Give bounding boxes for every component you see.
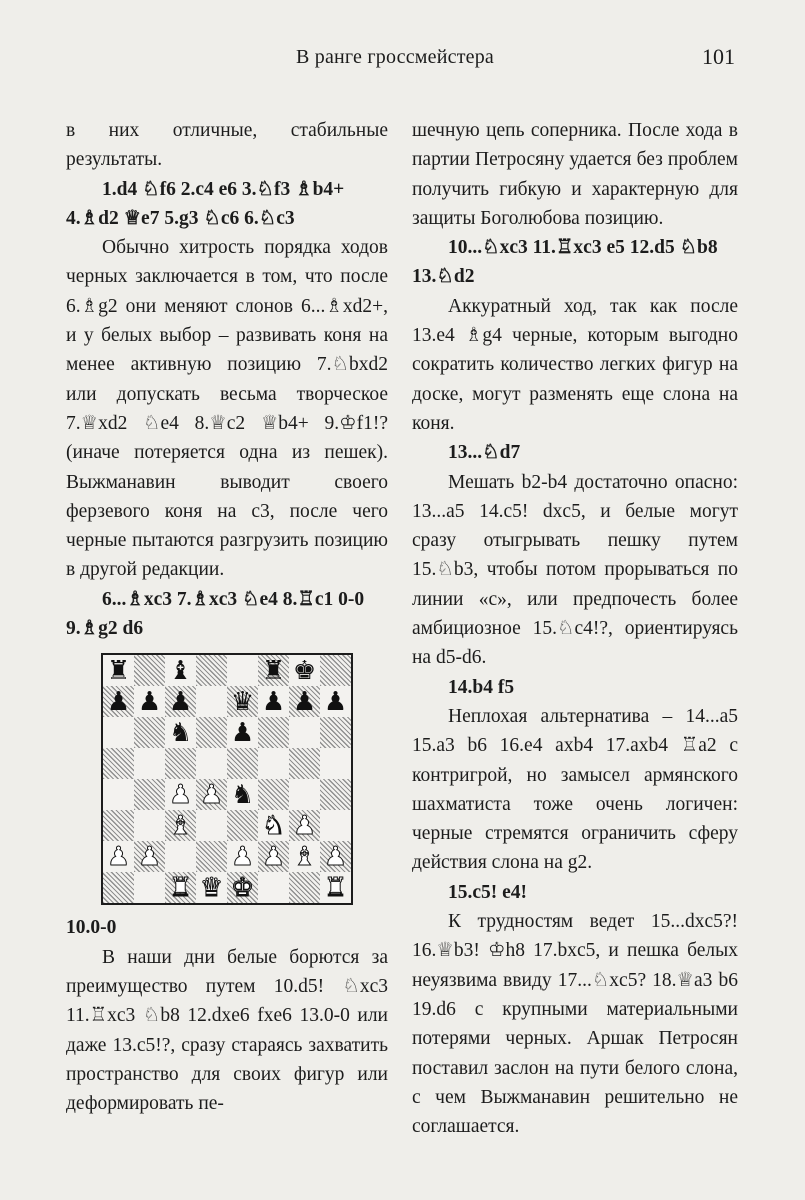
board-square — [103, 841, 134, 872]
board-square — [320, 872, 351, 903]
board-square — [320, 655, 351, 686]
paragraph: Аккуратный ход, так как после 13.e4 ♗g4 черные, которым выгодно сократить количество легких фигур на доске, могут разменять еще слона на коня. — [412, 295, 738, 434]
white-pawn-icon: ♟ — [230, 841, 255, 872]
white-pawn-icon: ♟ — [292, 810, 317, 841]
board-square — [103, 717, 134, 748]
board-square — [258, 810, 289, 841]
black-rook-icon: ♜ — [261, 655, 286, 686]
board-square — [320, 748, 351, 779]
board-square — [258, 655, 289, 686]
board-square — [103, 655, 134, 686]
board-square — [134, 717, 165, 748]
board-square — [165, 748, 196, 779]
board-square — [165, 810, 196, 841]
board-square — [165, 779, 196, 810]
paragraph: Мешать b2-b4 достаточно опасно: 13...a5 14.c5! dxc5, и белые могут сразу отыгрывать пешку путем 15.♘b3, чтобы потом прорываться по линии «c», или предпочесть более амбициозное 15.♘c4!?, ориентируясь на d5-d6. — [412, 471, 738, 669]
paragraph: В наши дни белые борются за преимущество путем 10.d5! ♘xc3 11.♖xc3 ♘b8 12.dxe6 fxe6 13.0-0 или даже 13.c5!?, сразу стараясь захватить пространство для своих фигур или деформировать пе- — [66, 946, 388, 1115]
white-pawn-icon: ♟ — [137, 841, 162, 872]
move-line: 14.b4 f5 — [448, 676, 515, 698]
board-square — [227, 717, 258, 748]
chess-diagram — [101, 653, 388, 905]
paragraph: Неплохая альтернатива – 14...a5 15.a3 b6 16.e4 axb4 17.axb4 ♖a2 с контригрой, но замысел армянского шахматиста тоже очень логичен: черные стремятся ограничить сферу действия слона на g2. — [412, 705, 738, 874]
board-square — [227, 779, 258, 810]
board-square — [134, 872, 165, 903]
board-square — [320, 810, 351, 841]
board-square — [258, 841, 289, 872]
board-square — [196, 779, 227, 810]
white-rook-icon: ♜ — [323, 872, 348, 903]
black-pawn-icon: ♟ — [106, 686, 131, 717]
chess-board — [101, 653, 353, 905]
board-square — [134, 655, 165, 686]
move-line: 15.c5! e4! — [448, 881, 528, 903]
board-square — [196, 841, 227, 872]
white-queen-icon: ♛ — [199, 872, 224, 903]
board-square — [289, 686, 320, 717]
white-pawn-icon: ♟ — [106, 841, 131, 872]
board-square — [196, 748, 227, 779]
black-rook-icon: ♜ — [106, 655, 131, 686]
white-knight-icon: ♞ — [261, 810, 286, 841]
black-bishop-icon: ♝ — [168, 655, 193, 686]
board-square — [103, 748, 134, 779]
board-square — [258, 748, 289, 779]
board-square — [289, 872, 320, 903]
board-square — [227, 872, 258, 903]
board-square — [258, 872, 289, 903]
board-square — [134, 810, 165, 841]
board-square — [134, 748, 165, 779]
white-pawn-icon: ♟ — [261, 841, 286, 872]
right-column — [412, 116, 738, 1141]
black-pawn-icon: ♟ — [323, 686, 348, 717]
board-square — [289, 779, 320, 810]
page-header — [60, 42, 745, 82]
move-line: 6...♗xc3 7.♗xc3 ♘e4 8.♖c1 0-0 9.♗g2 d6 — [66, 588, 365, 640]
board-square — [258, 686, 289, 717]
black-pawn-icon: ♟ — [137, 686, 162, 717]
board-square — [103, 872, 134, 903]
paragraph: в них отличные, стабильные результаты. — [66, 120, 388, 171]
board-square — [227, 686, 258, 717]
paragraph: Обычно хитрость порядка ходов черных заключается в том, что после 6.♗g2 они меняют слонов 6...♗xd2+, и у белых выбор – развивать коня на менее активную позицию 7.♘bxd2 или допускать весьма творческое 7.♕xd2 ♘e4 8.♕c2 ♕b4+ 9.♔f1!? (иначе потеряется одна из пешек). Выжманавин выводит своего ферзевого коня на c3, после чего черные пытаются разгрузить позицию в другой редакции. — [66, 237, 388, 581]
board-square — [289, 717, 320, 748]
black-pawn-icon: ♟ — [168, 686, 193, 717]
black-knight-icon: ♞ — [168, 717, 193, 748]
board-square — [320, 841, 351, 872]
black-queen-icon: ♛ — [230, 686, 255, 717]
board-square — [165, 872, 196, 903]
board-square — [289, 810, 320, 841]
board-square — [258, 717, 289, 748]
white-rook-icon: ♜ — [168, 872, 193, 903]
board-square — [196, 655, 227, 686]
board-square — [289, 841, 320, 872]
board-square — [165, 686, 196, 717]
paragraph: К трудностям ведет 15...dxc5?! 16.♕b3! ♔h8 17.bxc5, и пешка белых неуязвима ввиду 17...♘xc5? 18.♕a3 b6 19.d6 с крупными материальными потерями черных. Аршак Петросян поставил заслон на пути белого слона, с чем Выжманавин решительно не соглашается. — [412, 911, 738, 1138]
white-king-icon: ♚ — [230, 872, 255, 903]
board-square — [227, 841, 258, 872]
board-square — [196, 717, 227, 748]
white-pawn-icon: ♟ — [199, 779, 224, 810]
white-pawn-icon: ♟ — [323, 841, 348, 872]
left-column — [66, 116, 388, 1118]
board-square — [227, 748, 258, 779]
page-number: 101 — [702, 44, 735, 69]
board-square — [320, 717, 351, 748]
board-square — [134, 841, 165, 872]
board-square — [320, 779, 351, 810]
board-square — [196, 810, 227, 841]
black-king-icon: ♚ — [292, 655, 317, 686]
board-square — [196, 686, 227, 717]
move-line: 10.0-0 — [66, 917, 117, 939]
black-pawn-icon: ♟ — [261, 686, 286, 717]
paragraph: шечную цепь соперника. После хода в партии Петросяну удается без проблем получить гибкую и характерную для защиты Боголюбова позицию. — [412, 120, 738, 229]
board-square — [289, 655, 320, 686]
board-square — [289, 748, 320, 779]
board-square — [258, 779, 289, 810]
board-square — [227, 810, 258, 841]
white-bishop-icon: ♝ — [168, 810, 193, 841]
board-square — [103, 810, 134, 841]
black-pawn-icon: ♟ — [230, 717, 255, 748]
black-pawn-icon: ♟ — [292, 686, 317, 717]
board-square — [134, 779, 165, 810]
white-bishop-icon: ♝ — [292, 841, 317, 872]
board-square — [103, 779, 134, 810]
board-square — [227, 655, 258, 686]
board-square — [165, 717, 196, 748]
board-square — [134, 686, 165, 717]
running-title: В ранге гроссмейстера — [296, 46, 494, 68]
board-square — [103, 686, 134, 717]
move-line: 13...♘d7 — [448, 442, 521, 464]
board-square — [165, 655, 196, 686]
board-square — [196, 872, 227, 903]
move-line: 10...♘xc3 11.♖xc3 e5 12.d5 ♘b8 13.♘d2 — [412, 237, 718, 288]
board-square — [165, 841, 196, 872]
board-square — [320, 686, 351, 717]
white-pawn-icon: ♟ — [168, 779, 193, 810]
move-line: 1.d4 ♘f6 2.c4 e6 3.♘f3 ♗b4+ 4.♗d2 ♕e7 5.g3 ♘c6 6.♘c3 — [66, 178, 345, 229]
black-knight-icon: ♞ — [230, 779, 255, 810]
